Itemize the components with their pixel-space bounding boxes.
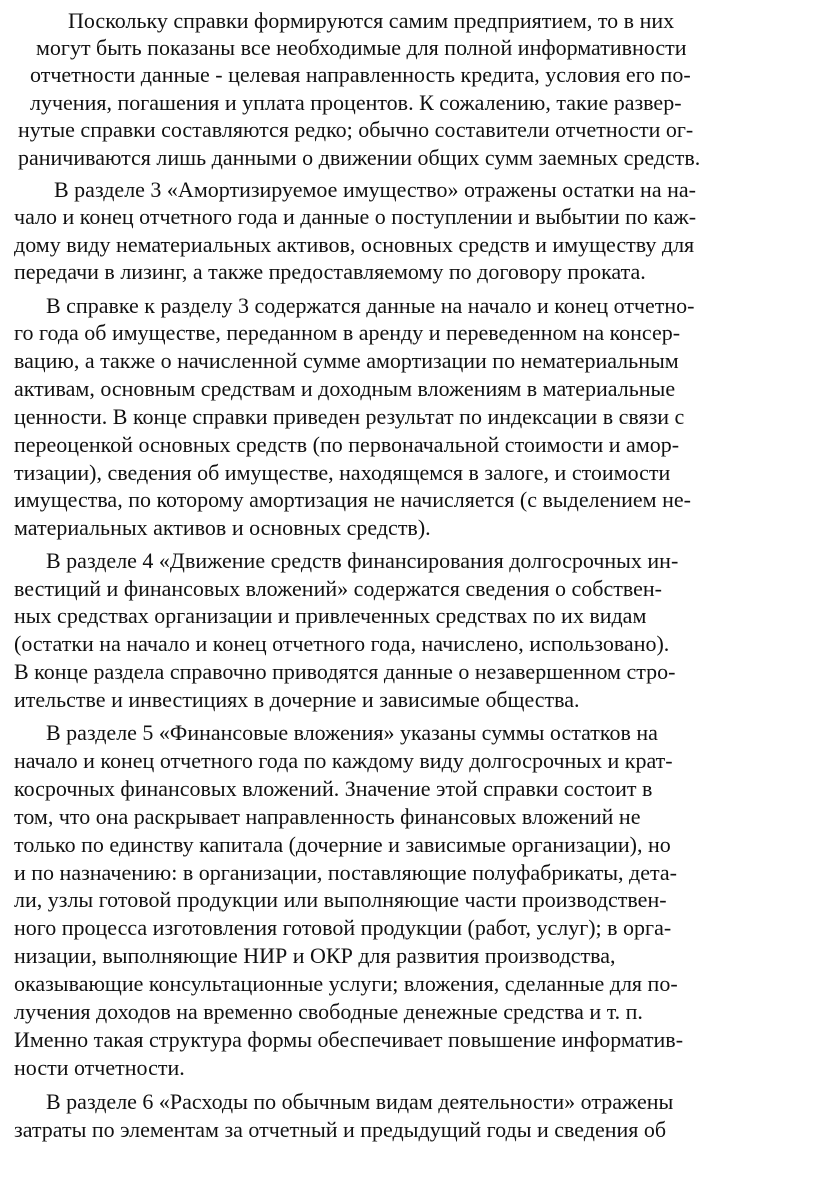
text-line-content: В разделе 6 «Расходы по обычным видам деятельности» отражены: [46, 1089, 674, 1114]
text-line-content: активам, основным средствам и доходным вложениям в материальные: [14, 376, 676, 401]
text-line-content: Именно такая структура формы обеспечивает повышение информатив-: [14, 1027, 684, 1052]
text-line-content: вестиций и финансовых вложений» содержатся сведения о собствен-: [14, 576, 662, 601]
text-line: [0, 511, 816, 545]
text-line-content: лучения, погашения и уплата процентов. К сожалению, такие развер-: [30, 90, 682, 115]
text-line-content: раничиваются лишь данными о движении общих сумм заемных средств.: [18, 145, 701, 170]
text-line-content: дому виду нематериальных активов, основных средств и имуществу для: [14, 232, 695, 257]
text-line-content: переоценкой основных средств (по первоначальной стоимости и амор-: [14, 432, 680, 457]
text-line-content: В разделе 5 «Финансовые вложения» указаны суммы остатков на: [46, 720, 658, 745]
text-line-content: ных средствах организации и привлеченных средствах по их видам: [14, 603, 647, 628]
text-line-content: чало и конец отчетного года и данные о поступлении и выбытии по каж-: [14, 204, 697, 229]
text-line-content: вацию, а также о начисленной сумме амортизации по нематериальным: [14, 348, 679, 373]
text-line-content: том, что она раскрывает направленность финансовых вложений не: [14, 804, 641, 829]
text-line-content: В справке к разделу 3 содержатся данные на начало и конец отчетно-: [46, 293, 695, 318]
text-line-content: могут быть показаны все необходимые для полной информативности: [36, 35, 687, 60]
text-line-content: начало и конец отчетного года по каждому виду долгосрочных и крат-: [14, 748, 673, 773]
text-line-content: затраты по элементам за отчетный и предыдущий годы и сведения об: [14, 1117, 667, 1142]
text-line-content: ительстве и инвестициях в дочерние и зависимые общества.: [14, 687, 580, 712]
text-line-content: косрочных финансовых вложений. Значение этой справки состоит в: [14, 776, 653, 801]
text-line-content: тизации), сведения об имуществе, находящемся в залоге, и стоимости: [14, 460, 671, 485]
text-line-content: ности отчетности.: [14, 1055, 185, 1080]
text-line-content: В разделе 3 «Амортизируемое имущество» отражены остатки на на-: [54, 177, 696, 202]
text-line-content: ценности. В конце справки приведен результат по индексации в связи с: [14, 404, 685, 429]
text-line-content: низации, выполняющие НИР и ОКР для развития производства,: [14, 943, 616, 968]
text-line: [0, 255, 816, 289]
text-line-content: лучения доходов на временно свободные денежные средства и т. п.: [14, 999, 643, 1024]
text-line-content: ли, узлы готовой продукции или выполняющие части производствен-: [14, 887, 667, 912]
text-line-content: ного процесса изготовления готовой продукции (работ, услуг); в орга-: [14, 915, 672, 940]
text-line-content: В разделе 4 «Движение средств финансирования долгосрочных ин-: [46, 548, 679, 573]
text-line: [0, 141, 816, 175]
text-line-content: оказывающие консультационные услуги; вложения, сделанные для по-: [14, 971, 678, 996]
text-line-content: материальных активов и основных средств).: [14, 515, 431, 540]
text-line-content: только по единству капитала (дочерние и зависимые организации), но: [14, 832, 671, 857]
text-line: [0, 683, 816, 717]
text-line-content: и по назначению: в организации, поставляющие полуфабрикаты, дета-: [14, 860, 677, 885]
text-line-content: В конце раздела справочно приводятся данные о незавершенном стро-: [14, 659, 676, 684]
text-line: [0, 1051, 816, 1085]
text-line-content: Поскольку справки формируются самим предприятием, то в них: [68, 8, 675, 33]
text-line-content: имущества, по которому амортизация не начисляется (с выделением не-: [14, 487, 691, 512]
text-line-content: го года об имуществе, переданном в аренду и переведенном на консер-: [14, 320, 681, 345]
text-line-content: (остатки на начало и конец отчетного года, начислено, использовано).: [14, 631, 670, 656]
text-line: [0, 1113, 816, 1147]
text-line-content: передачи в лизинг, а также предоставляемому по договору проката.: [14, 259, 646, 284]
text-line-content: нутые справки составляются редко; обычно составители отчетности ог-: [18, 117, 694, 142]
text-line-content: отчетности данные - целевая направленность кредита, условия его по-: [30, 62, 691, 87]
